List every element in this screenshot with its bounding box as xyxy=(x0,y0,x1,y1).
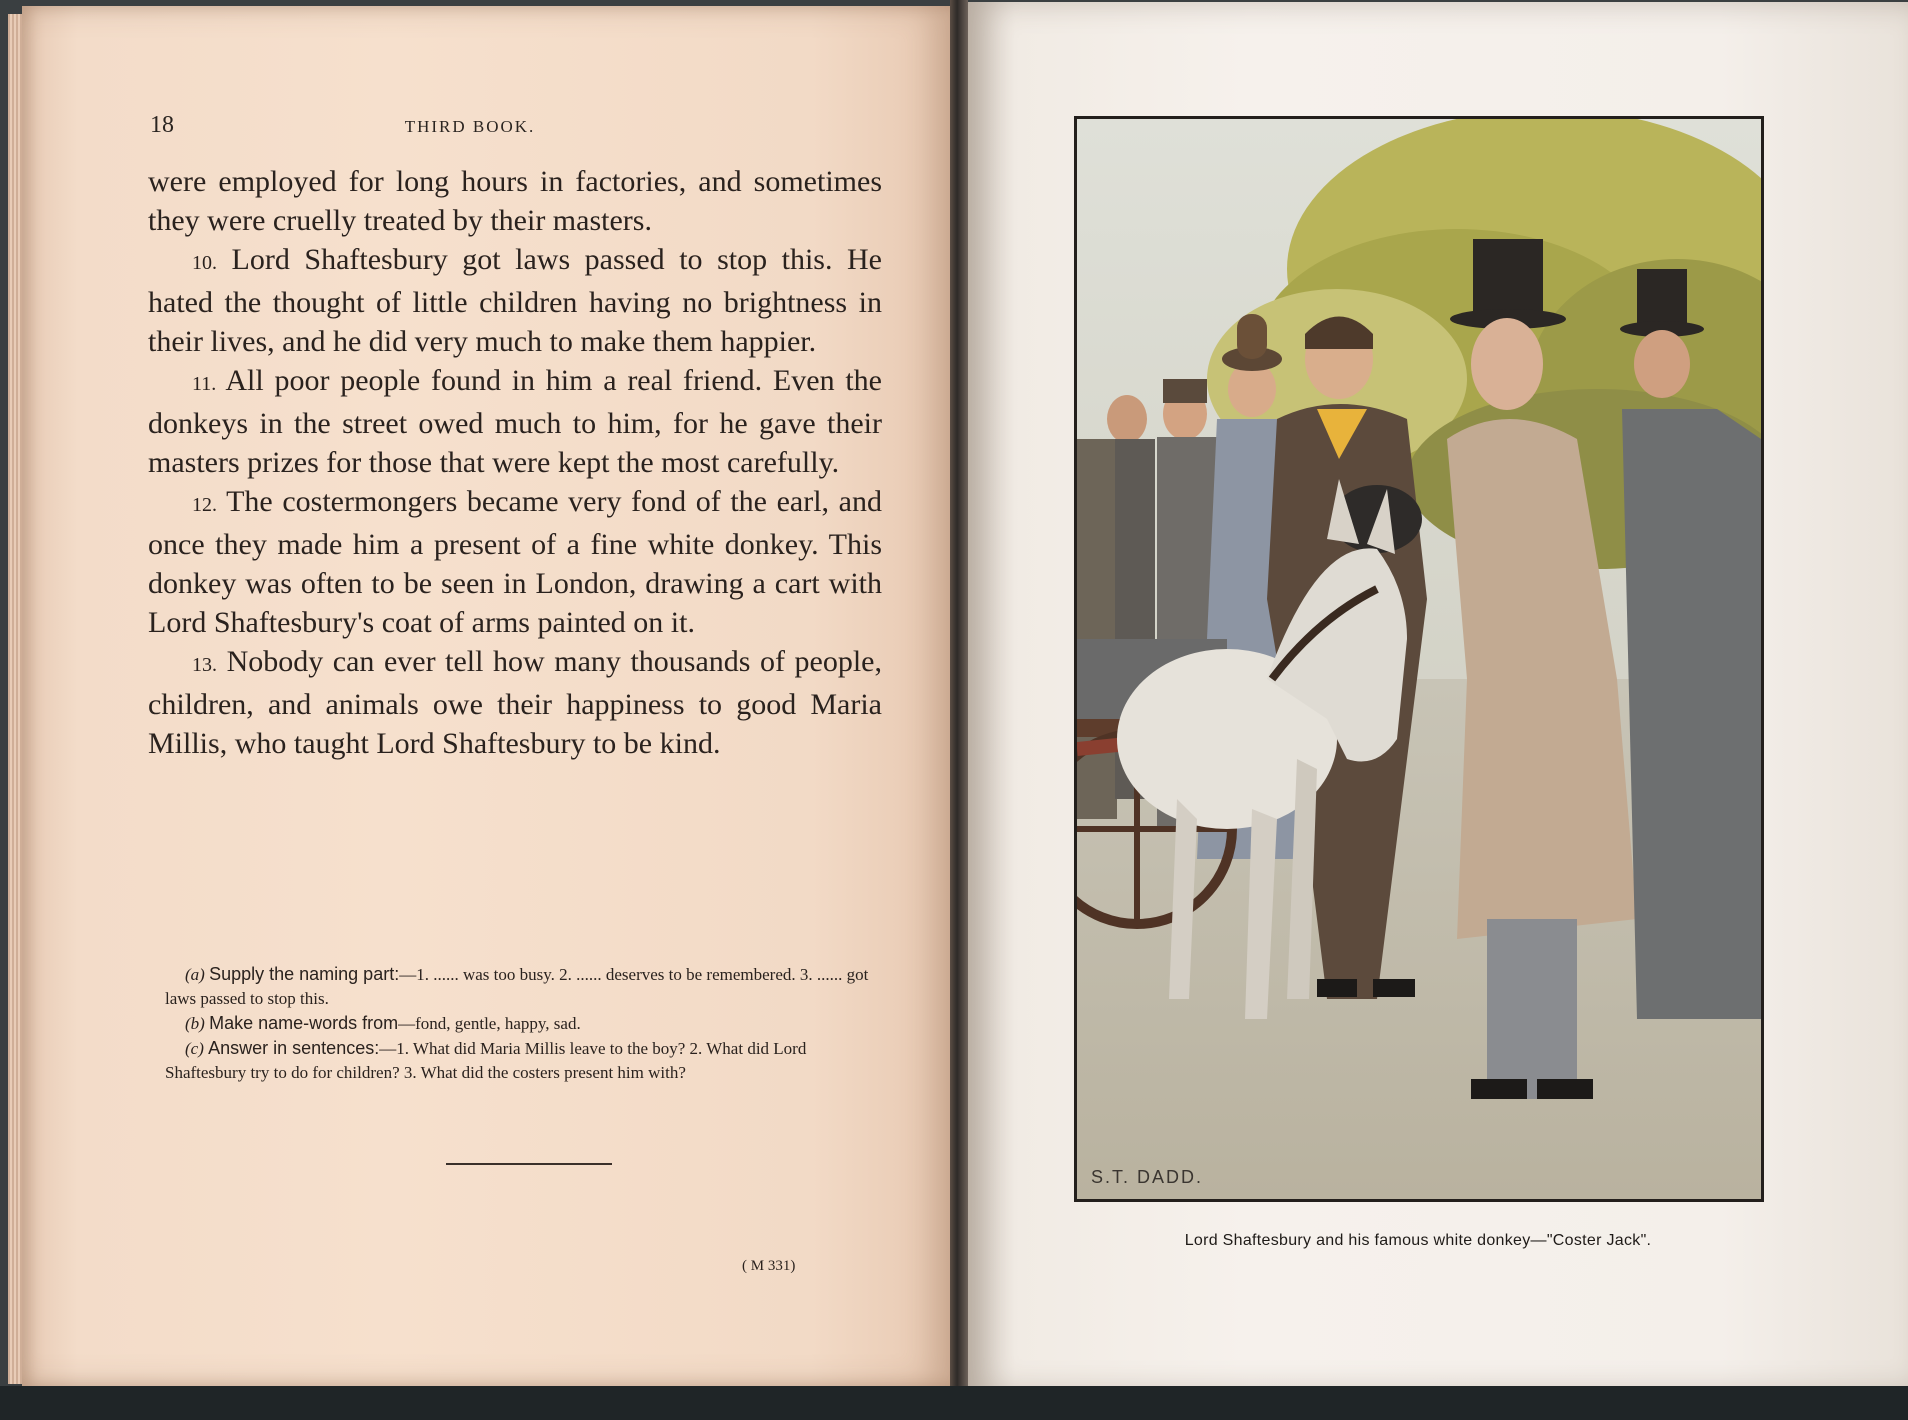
paragraph-text: All poor people found in him a real friend. Even the donkeys in the street owed much to him, for he gave their masters prizes for those that were kept the most carefully. xyxy=(148,364,882,479)
body-text xyxy=(148,162,882,763)
running-title: THIRD BOOK. xyxy=(404,117,536,136)
paragraph-text: Nobody can ever tell how many thousands of people, children, and animals owe their happiness to good Maria Millis, who taught Lord Shaftesbury to be kind. xyxy=(148,645,883,760)
paragraph-text: The costermongers became very fond of the earl, and once they made him a present of a fine white donkey. This donkey was often to be seen in London, drawing a cart with Lord Shaftesbury's coat of arms painted on it. xyxy=(148,485,882,639)
exercise-text: —1. ...... was too busy. 2. ...... deserves to be remembered. 3. ...... got laws passed to stop this. xyxy=(165,965,869,1008)
page-number: 18 xyxy=(150,112,174,138)
exercise-label: (a) xyxy=(185,965,205,984)
intro-lines: were employed for long hours in factories, and sometimes they were cruelly treated by their masters. xyxy=(148,165,882,237)
paragraph-text: Lord Shaftesbury got laws passed to stop this. He hated the thought of little children having no brightness in their lives, and he did very much to make them happier. xyxy=(148,243,882,358)
end-rule xyxy=(446,1163,612,1165)
exercise-label: (c) xyxy=(185,1039,204,1058)
exercise-a xyxy=(165,962,877,1011)
paragraph-12 xyxy=(148,482,882,642)
exercise-text: —fond, gentle, happy, sad. xyxy=(398,1014,581,1033)
exercise-text: —1. What did Maria Millis leave to the boy? 2. What did Lord Shaftesbury try to do for children? 3. What did the costers present him with? xyxy=(165,1039,807,1082)
paragraph-number: 13. xyxy=(192,654,217,676)
exercise-b xyxy=(165,1011,877,1036)
exercise-heading: Answer in sentences: xyxy=(208,1038,380,1058)
right-page xyxy=(968,2,1908,1392)
exercises xyxy=(165,962,877,1085)
exercise-c xyxy=(165,1036,877,1085)
illustration-plate xyxy=(1074,116,1764,1202)
running-head xyxy=(150,112,880,142)
illustration xyxy=(1077,119,1761,1199)
paragraph-number: 11. xyxy=(192,373,217,395)
paragraph-number: 12. xyxy=(192,494,217,516)
left-page xyxy=(22,6,950,1386)
exercise-heading: Supply the naming part: xyxy=(209,964,400,984)
exercise-heading: Make name-words from xyxy=(209,1013,399,1033)
plate-caption: Lord Shaftesbury and his famous white donkey—"Coster Jack". xyxy=(1184,1232,1652,1249)
paragraph-10 xyxy=(148,240,882,361)
paragraph-11 xyxy=(148,361,882,482)
printer-signature: ( M 331) xyxy=(742,1258,796,1274)
exercise-label: (b) xyxy=(185,1014,205,1033)
paragraph-number: 10. xyxy=(192,252,217,274)
book-cover-edge xyxy=(0,1386,1908,1420)
paragraph-13 xyxy=(148,642,882,763)
book-gutter xyxy=(950,0,968,1400)
artist-signature: S.T. DADD. xyxy=(1091,1167,1204,1187)
